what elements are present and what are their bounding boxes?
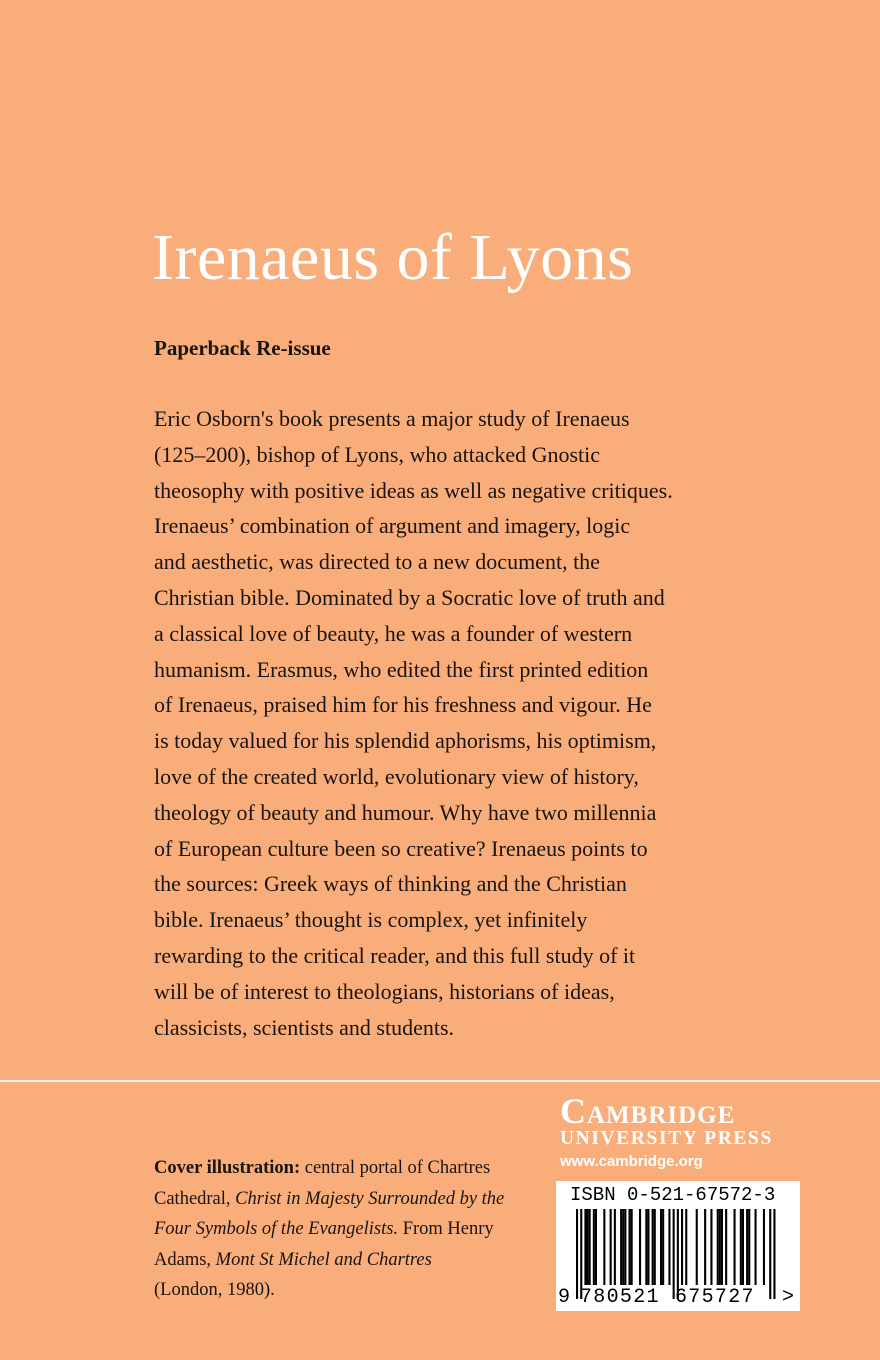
- barcode-bar: [721, 1209, 723, 1285]
- isbn-barcode: [556, 1181, 800, 1311]
- barcode-bar: [710, 1209, 712, 1285]
- description-line: bible. Irenaeus’ thought is complex, yet infinitely: [154, 907, 588, 933]
- barcode-bar: [662, 1209, 664, 1285]
- barcode-bar: [740, 1209, 742, 1285]
- description-line: humanism. Erasmus, who edited the first printed edition: [154, 656, 649, 682]
- description-line: a classical love of beauty, he was a founder of western: [154, 620, 633, 646]
- barcode-bar: [660, 1209, 662, 1285]
- barcode-bar: [719, 1209, 721, 1285]
- description-line: (125–200), bishop of Lyons, who attacked Gnostic: [154, 441, 601, 467]
- barcode-bar: [652, 1209, 654, 1285]
- barcode-bar: [645, 1209, 647, 1285]
- description-line: Christian bible. Dominated by a Socratic love of truth and: [154, 584, 665, 610]
- barcode-bar: [624, 1209, 626, 1285]
- barcode-bar: [696, 1209, 698, 1285]
- barcode-bar: [589, 1209, 591, 1285]
- credit-line: [154, 1184, 544, 1215]
- divider-line: [0, 1080, 880, 1082]
- description-line: will be of interest to theologians, historians of ideas,: [154, 978, 615, 1004]
- credit-text: Adams,: [154, 1249, 216, 1270]
- barcode-bar: [603, 1209, 605, 1285]
- description-line: classicists, scientists and students.: [154, 1014, 455, 1040]
- barcode-bar: [614, 1209, 616, 1285]
- barcode-bar: [755, 1209, 757, 1285]
- credit-text: From Henry: [398, 1219, 494, 1239]
- barcode-bar: [631, 1209, 633, 1285]
- barcode-bar: [584, 1209, 586, 1285]
- barcode-bar: [668, 1209, 670, 1285]
- description-line: love of the created world, evolutionary view of history,: [154, 763, 639, 789]
- credit-text: central portal of Chartres: [304, 1158, 491, 1178]
- barcode-bar: [717, 1209, 719, 1285]
- barcode-bar: [685, 1209, 687, 1285]
- barcode-bar: [647, 1209, 649, 1285]
- cover-illustration-credit: [154, 1153, 544, 1306]
- barcode-bar: [742, 1209, 744, 1285]
- barcode-left-group: 780521: [580, 1286, 660, 1309]
- publisher-press: UNIVERSITY PRESS: [560, 1128, 773, 1149]
- barcode-bar: [681, 1209, 683, 1285]
- barcode-bar: [763, 1209, 765, 1285]
- barcode-bar: [593, 1209, 595, 1285]
- credit-line: [154, 1214, 544, 1245]
- barcode-bar: [595, 1209, 597, 1285]
- credit-text: Cathedral,: [154, 1188, 236, 1209]
- edition-label: Paperback Re-issue: [154, 336, 331, 360]
- isbn-label: ISBN 0-521-67572-3: [570, 1184, 776, 1206]
- book-title: Irenaeus of Lyons: [152, 221, 634, 294]
- description-line: Eric Osborn's book presents a major study of Irenaeus: [154, 406, 630, 431]
- barcode-digits: [556, 1286, 800, 1310]
- description-line: is today valued for his splendid aphorisms, his optimism,: [154, 728, 657, 754]
- source-book-title: Mont St Michel and Chartres: [215, 1249, 432, 1270]
- barcode-bar: [629, 1209, 631, 1285]
- credit-line: [154, 1245, 544, 1276]
- barcode-bar: [610, 1209, 612, 1285]
- credit-text: (London, 1980).: [154, 1280, 275, 1300]
- description-line: rewarding to the critical reader, and this full study of it: [154, 942, 636, 968]
- barcode-bar: [748, 1209, 750, 1285]
- barcode-lead-digit: 9: [558, 1286, 571, 1309]
- description-line: and aesthetic, was directed to a new document, the: [154, 549, 600, 575]
- credit-label: Cover illustration:: [154, 1158, 301, 1178]
- description-line: theology of beauty and humour. Why have two millennia: [154, 799, 657, 825]
- credit-line: [154, 1153, 544, 1184]
- barcode-quiet-mark: >: [782, 1286, 795, 1309]
- book-description: [154, 401, 754, 1045]
- barcode-bar: [639, 1209, 641, 1285]
- publisher-url: www.cambridge.org: [560, 1153, 703, 1170]
- barcode-bar: [654, 1209, 656, 1285]
- barcode-right-group: 675727: [675, 1286, 755, 1309]
- description-line: Irenaeus’ combination of argument and imagery, logic: [154, 513, 631, 539]
- description-line: of European culture been so creative? Irenaeus points to: [154, 835, 648, 861]
- artwork-title: Four Symbols of the Evangelists.: [154, 1219, 399, 1239]
- barcode-bar: [587, 1209, 589, 1285]
- barcode-bar: [746, 1209, 748, 1285]
- publisher-name: Cambridge: [560, 1091, 736, 1131]
- barcode-bar: [725, 1209, 727, 1285]
- barcode-bar: [620, 1209, 622, 1285]
- barcode-bar: [622, 1209, 624, 1285]
- publisher-logo: [560, 1092, 800, 1172]
- artwork-title: Christ in Majesty Surrounded by the: [235, 1188, 505, 1209]
- credit-line: [154, 1275, 544, 1306]
- barcode-bar: [704, 1209, 706, 1285]
- barcode-bar: [734, 1209, 736, 1285]
- description-line: of Irenaeus, praised him for his freshness and vigour. He: [154, 692, 652, 718]
- description-line: theosophy with positive ideas as well as negative critiques.: [154, 477, 673, 503]
- description-line: the sources: Greek ways of thinking and the Christian: [154, 871, 627, 897]
